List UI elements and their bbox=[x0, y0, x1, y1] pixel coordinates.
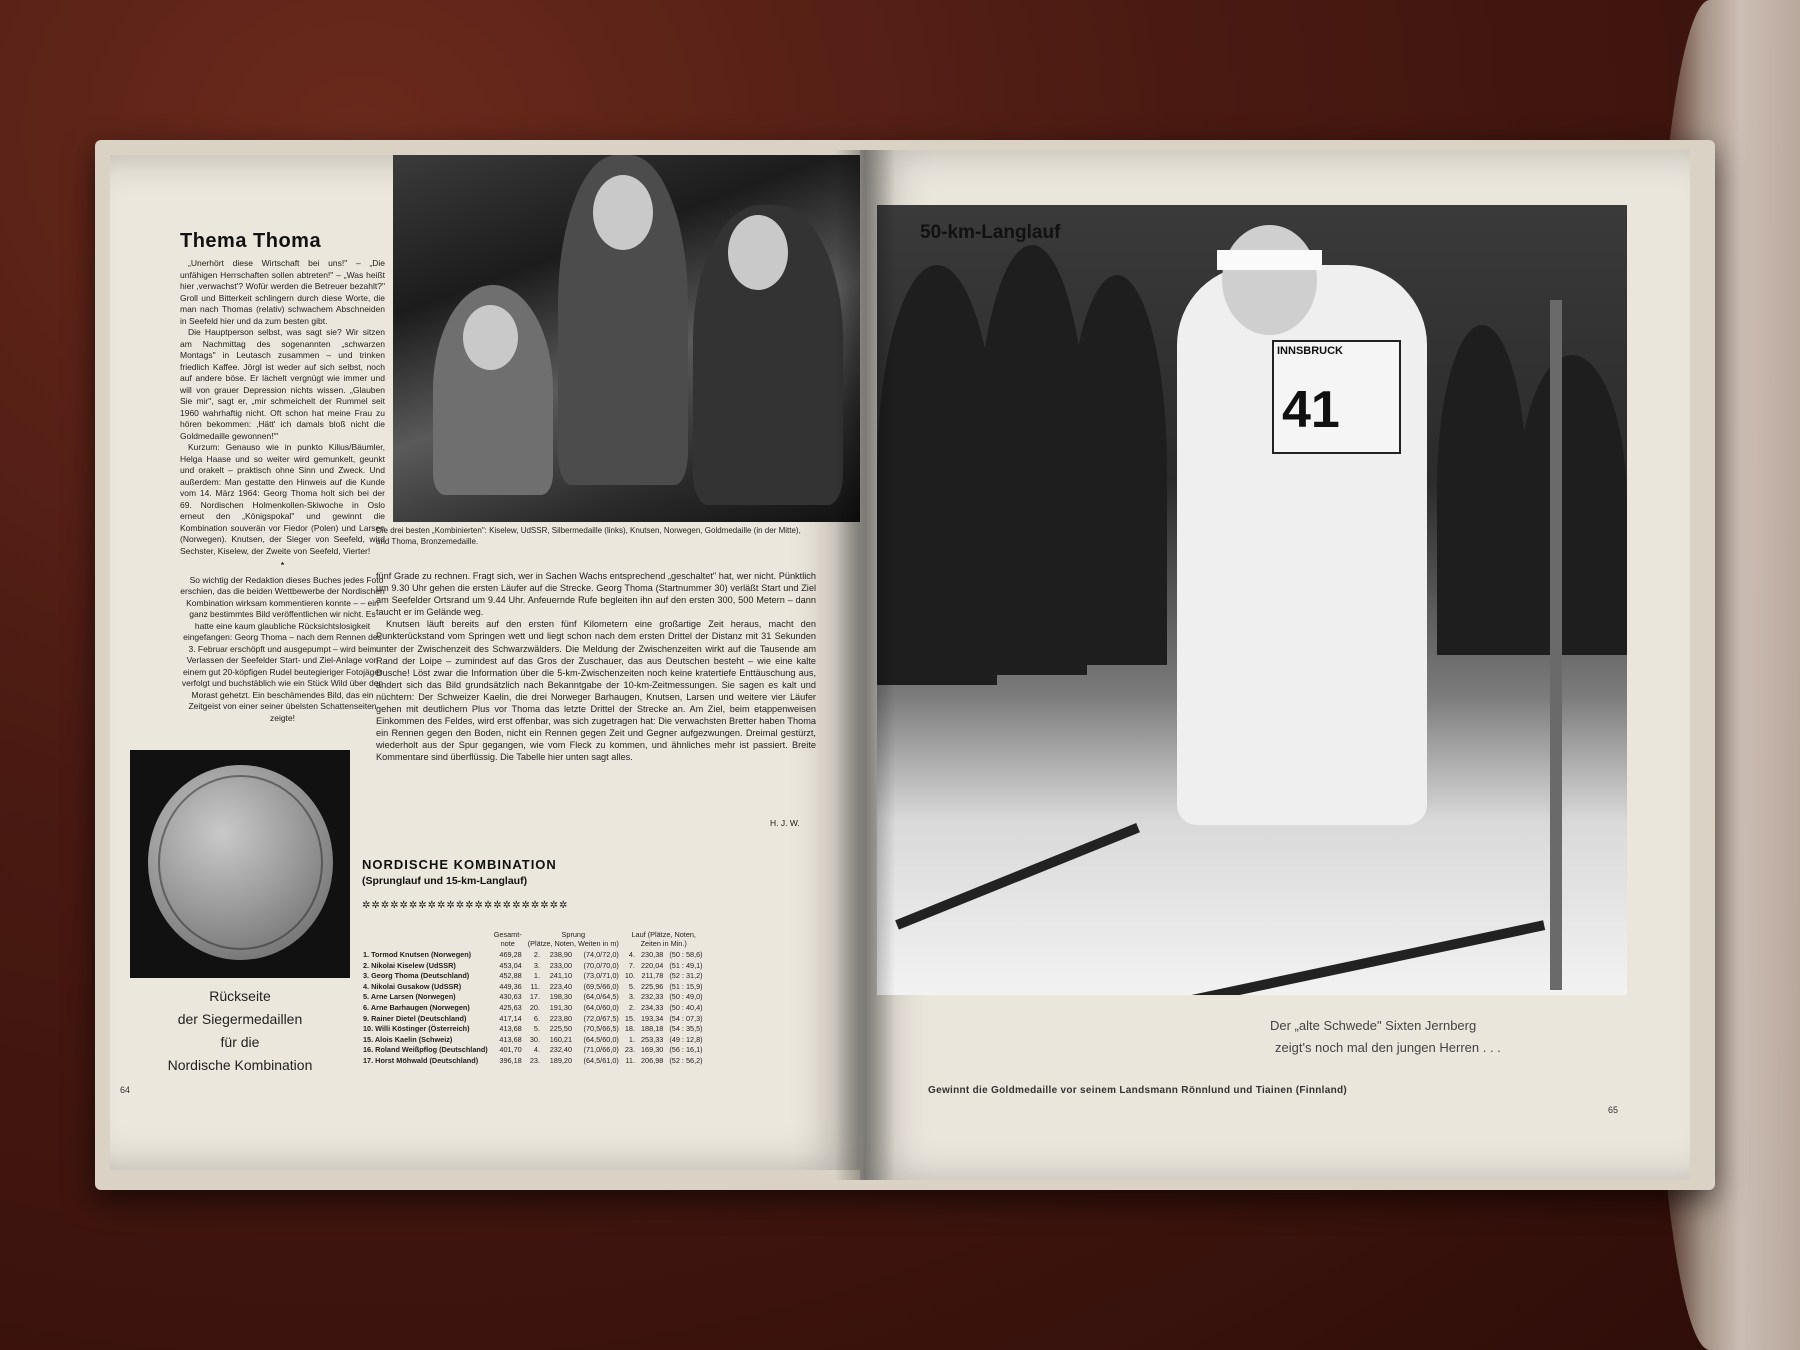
skier-photo bbox=[877, 205, 1627, 995]
paragraph: fünf Grade zu rechnen. Fragt sich, wer in Sachen Wachs entsprechend „geschaltet" hat, wer nicht. Pünktlich um 9.30 Uhr gehen die ersten Läufer auf die Strecke. Georg Thoma (Startnummer 30) verläßt Start und Ziel am Seefelder Ortsrand um 9.44 Uhr. Anfeuernde Rufe begleiten ihn auf den ersten 300, 500 Metern – dann taucht er im Gelände weg. bbox=[376, 571, 816, 618]
table-cell: 1. bbox=[533, 971, 540, 981]
table-row bbox=[360, 1024, 706, 1035]
table-cell: 452,88 bbox=[499, 971, 522, 981]
photo-caption-right bbox=[1270, 1015, 1501, 1059]
table-cell: 469,28 bbox=[499, 950, 522, 959]
table-cell: 225,50 bbox=[549, 1024, 573, 1034]
athlete-name-cell: 5. Arne Larsen (Norwegen) bbox=[363, 992, 456, 1002]
table-cell: (52 : 56,2) bbox=[669, 1055, 703, 1065]
table-cell: (70,0/70,0) bbox=[583, 960, 619, 970]
table-cell: (49 : 12,8) bbox=[669, 1034, 703, 1044]
table-cell: 413,68 bbox=[499, 1024, 522, 1034]
table-cell: 417,14 bbox=[499, 1013, 522, 1023]
athlete-name-cell: 16. Roland Weißpflog (Deutschland) bbox=[363, 1045, 488, 1055]
athlete-name-cell: 10. Willi Köstinger (Österreich) bbox=[363, 1024, 470, 1034]
table-cell: 191,30 bbox=[549, 1002, 573, 1012]
table-cell: 4. bbox=[533, 1045, 540, 1055]
table-cell: 10. bbox=[624, 971, 635, 981]
spectator bbox=[1517, 355, 1627, 655]
table-cell: (71,0/66,0) bbox=[583, 1045, 619, 1055]
table-row bbox=[360, 992, 706, 1003]
table-cell: 23. bbox=[529, 1055, 540, 1065]
skier-head bbox=[1222, 225, 1317, 335]
spectator bbox=[1437, 325, 1527, 655]
table-row bbox=[360, 1056, 706, 1067]
table-row bbox=[360, 1003, 706, 1014]
table-row bbox=[360, 1014, 706, 1025]
results-table-title: NORDISCHE KOMBINATION bbox=[362, 857, 557, 872]
table-cell: 453,04 bbox=[499, 960, 522, 970]
table-cell: 449,36 bbox=[499, 981, 522, 991]
medal-caption-line: der Siegermedaillen bbox=[177, 1011, 303, 1027]
table-cell: (50 : 58,6) bbox=[669, 950, 703, 959]
table-cell: 23. bbox=[624, 1045, 635, 1055]
athlete-name-cell: 9. Rainer Dietel (Deutschland) bbox=[363, 1013, 467, 1023]
medal-ring bbox=[158, 775, 323, 950]
table-cell: (72,0/67,5) bbox=[583, 1013, 619, 1023]
athlete-name-cell: 6. Arne Barhaugen (Norwegen) bbox=[363, 1002, 470, 1012]
table-row bbox=[360, 950, 706, 961]
spectator bbox=[1067, 275, 1167, 665]
table-cell: 401,70 bbox=[499, 1045, 522, 1055]
table-cell: 1. bbox=[628, 1034, 635, 1044]
medal-caption-line: Rückseite bbox=[209, 988, 271, 1004]
ski bbox=[895, 823, 1140, 930]
table-cell: 3. bbox=[628, 992, 635, 1002]
table-cell: (64,5/60,0) bbox=[583, 1034, 619, 1044]
table-cell: 232,40 bbox=[549, 1045, 573, 1055]
paragraph: Die Hauptperson selbst, was sagt sie? Wir sitzen am Nachmittag des sogenannten „schwarzen Montags" in Leutasch zusammen – und trinken friedlich Kaffee. Jörgl ist weder auf sich selbst, noch auf andere böse. Er lächelt vergnügt wie immer und will von grauer Depression nichts wissen. „Glauben Sie mir", sagt er, „mir schmeichelt der Rummel seit 1960 wahrhaftig nicht. Oft schon hat meine Frau zu hören bekommen: ‚Hätt' ich damals bloß nicht die Goldmedaille gewonnen!'" bbox=[180, 327, 385, 441]
header-jump: Sprung (Plätze, Noten, Weiten in m) bbox=[527, 930, 619, 948]
table-cell: 193,34 bbox=[641, 1013, 664, 1023]
page-number-left: 64 bbox=[120, 1085, 131, 1095]
table-cell: (52 : 31,2) bbox=[669, 971, 703, 981]
table-cell: (64,5/61,0) bbox=[583, 1055, 619, 1065]
medal-caption-line: für die bbox=[220, 1034, 260, 1050]
table-cell: 220,04 bbox=[641, 960, 664, 970]
table-cell: 206,98 bbox=[641, 1055, 664, 1065]
section-divider: * bbox=[280, 560, 285, 570]
medal-disc bbox=[148, 765, 333, 960]
page-number-right: 65 bbox=[1608, 1105, 1619, 1115]
photo-subcaption: Gewinnt die Goldmedaille vor seinem Landsmann Rönnlund und Tiainen (Finnland) bbox=[928, 1085, 1348, 1096]
ski bbox=[1191, 920, 1545, 995]
table-cell: (51 : 49,1) bbox=[669, 960, 703, 970]
results-table-body bbox=[360, 950, 706, 1067]
bib-text: INNSBRUCK bbox=[1277, 345, 1343, 357]
table-cell: 241,10 bbox=[549, 971, 573, 981]
caption-line: Der „alte Schwede" Sixten Jernberg bbox=[1270, 1018, 1477, 1033]
table-cell: (56 : 16,1) bbox=[669, 1045, 703, 1055]
table-cell: 20. bbox=[529, 1002, 540, 1012]
table-cell: 238,90 bbox=[549, 950, 573, 959]
table-cell: 230,38 bbox=[641, 950, 664, 959]
table-cell: 234,33 bbox=[641, 1002, 664, 1012]
table-cell: 7. bbox=[628, 960, 635, 970]
table-cell: 232,33 bbox=[641, 992, 664, 1002]
table-cell: (64,0/64,5) bbox=[583, 992, 619, 1002]
table-cell: 2. bbox=[533, 950, 540, 959]
results-table bbox=[360, 930, 706, 1067]
table-cell: (54 : 07,3) bbox=[669, 1013, 703, 1023]
table-cell: (69,5/66,0) bbox=[583, 981, 619, 991]
table-header-row bbox=[360, 930, 706, 950]
table-cell: 189,20 bbox=[549, 1055, 573, 1065]
header-run: Lauf (Plätze, Noten, Zeiten in Min.) bbox=[631, 930, 696, 948]
athlete-name-cell: 4. Nikolai Gusakow (UdSSR) bbox=[363, 981, 462, 991]
header-total: Gesamt- note bbox=[493, 930, 522, 948]
face bbox=[728, 215, 788, 290]
table-cell: 5. bbox=[628, 981, 635, 991]
table-cell: (64,0/60,0) bbox=[583, 1002, 619, 1012]
table-row bbox=[360, 961, 706, 972]
photo-title: 50-km-Langlauf bbox=[920, 222, 1061, 243]
table-cell: 223,80 bbox=[549, 1013, 573, 1023]
article-title: Thema Thoma bbox=[180, 230, 322, 252]
caption-line: zeigt's noch mal den jungen Herren . . . bbox=[1275, 1040, 1501, 1055]
author-signature: H. J. W. bbox=[770, 818, 800, 828]
table-cell: 5. bbox=[533, 1024, 540, 1034]
table-cell: 11. bbox=[625, 1055, 635, 1065]
table-cell: 223,40 bbox=[549, 981, 573, 991]
table-cell: 169,30 bbox=[641, 1045, 664, 1055]
table-cell: (51 : 15,9) bbox=[669, 981, 703, 991]
paragraph: So wichtig der Redaktion dieses Buches jedes Foto erschien, das die beiden Wettbewerbe der Nordischen Kombination wirksam kommentieren konnte – – ein ganz bestimmtes Bild veröffentlichen wir nicht. Es hatte eine kaum glaubliche Rücksichtslosigkeit eingefangen: Georg Thoma – nach dem Rennen des 3. Februar erschöpft und ausgepumpt – wird beim Verlassen der Seefelder Start- und Ziel-Anlage von einem gut 20-köpfigen Rudel beutegieriger Fotojäger verfolgt und buchstäblich wie ein Stück Wild über den Morast gehetzt. Ein beschämendes Bild, das ein Zeitgeist von einer seiner übelsten Schattenseiten zeigte! bbox=[180, 574, 385, 723]
table-row bbox=[360, 1045, 706, 1056]
table-cell: 188,18 bbox=[641, 1024, 664, 1034]
table-cell: 430,63 bbox=[499, 992, 522, 1002]
star-divider: ✲✲✲✲✲✲✲✲✲✲✲✲✲✲✲✲✲✲✲✲✲✲ bbox=[362, 900, 569, 911]
table-cell: 2. bbox=[628, 1002, 635, 1012]
table-cell: (73,0/71,0) bbox=[583, 971, 619, 981]
table-cell: 15. bbox=[624, 1013, 635, 1023]
athlete-name-cell: 1. Tormod Knutsen (Norwegen) bbox=[363, 950, 472, 959]
face bbox=[463, 305, 518, 370]
paragraph: „Unerhört diese Wirtschaft bei uns!" – „Die unfähigen Herrschaften sollen abtreten!" – „Was heißt hier ‚verwachst'? Wofür werden die Betreuer bezahlt?" Groll und Bitterkeit schlingern durch diese Worte, die man nach Thomas (relativ) schwachem Abschneiden in Seefeld hier und da zum besten gibt. bbox=[180, 258, 385, 326]
table-cell: 11. bbox=[530, 981, 540, 991]
paragraph: Kurzum: Genauso wie in punkto Kilius/Bäumler, Helga Haase und so weiter wird gemunkelt, geunkt und orakelt – praktisch ohne Sinn und Zweck. Und außerdem: Man gestatte den Hinweis auf die Kunde vom 14. März 1964: Georg Thoma holt sich bei der 69. Nordischen Holmenkollen-Skiwoche in Oslo erneut den „Königspokal" und gewinnt die Kombination souverän vor Fiedor (Polen) und Larsen (Norwegen). Knutsen, der Sieger von Seefeld, wird Sechster, Kiselew, der Zweite von Seefeld, Vierter! bbox=[180, 442, 385, 556]
face bbox=[593, 175, 653, 250]
table-row bbox=[360, 1035, 706, 1046]
results-table-subtitle: (Sprunglauf und 15-km-Langlauf) bbox=[362, 875, 528, 887]
table-cell: 211,78 bbox=[641, 971, 664, 981]
table-cell: 233,00 bbox=[549, 960, 573, 970]
table-cell: 198,30 bbox=[549, 992, 573, 1002]
table-row bbox=[360, 971, 706, 982]
table-cell: (70,5/66,5) bbox=[583, 1024, 619, 1034]
table-cell: 225,96 bbox=[641, 981, 664, 991]
table-cell: 18. bbox=[624, 1024, 635, 1034]
table-cell: (74,0/72,0) bbox=[583, 950, 619, 959]
table-cell: 6. bbox=[533, 1013, 540, 1023]
book-gutter bbox=[835, 150, 895, 1180]
athlete-name-cell: 17. Horst Möhwald (Deutschland) bbox=[363, 1055, 479, 1065]
bib-number: 41 bbox=[1282, 381, 1340, 439]
table-cell: 17. bbox=[529, 992, 540, 1002]
table-cell: (50 : 40,4) bbox=[669, 1002, 703, 1012]
table-cell: 30. bbox=[529, 1034, 540, 1044]
table-row bbox=[360, 982, 706, 993]
athlete-name-cell: 3. Georg Thoma (Deutschland) bbox=[363, 971, 470, 981]
table-cell: (50 : 49,0) bbox=[669, 992, 703, 1002]
table-cell: 396,18 bbox=[499, 1055, 522, 1065]
table-cell: 413,68 bbox=[499, 1034, 522, 1044]
table-cell: 160,21 bbox=[549, 1034, 573, 1044]
athlete-name-cell: 15. Alois Kaelin (Schweiz) bbox=[363, 1034, 453, 1044]
medal-photo bbox=[130, 750, 350, 978]
headband bbox=[1217, 250, 1322, 270]
table-cell: 3. bbox=[533, 960, 540, 970]
athlete-name-cell: 2. Nikolai Kiselew (UdSSR) bbox=[363, 960, 456, 970]
table-cell: (54 : 35,5) bbox=[669, 1024, 703, 1034]
column-2-text bbox=[376, 570, 816, 764]
table-cell: 253,33 bbox=[641, 1034, 664, 1044]
column-1-text bbox=[180, 258, 385, 724]
photo-caption: Die drei besten „Kombinierten": Kiselew, UdSSR, Silbermedaille (links), Knutsen, Norwegen, Goldmedaille (in der Mitte), und Thoma, Bronzemedaille. bbox=[376, 526, 801, 546]
medal-caption bbox=[130, 985, 350, 1077]
paragraph: Knutsen läuft bereits auf den ersten fünf Kilometern eine großartige Zeit heraus, macht den Punkterückstand vom Springen wett und liegt schon nach dem ersten Drittel der Distanz mit 31 Sekunden unter der Zwischenzeit des Schwarzwälders. Die Meldung der Zwischenzeiten wirkt auf die Tausende am Rand der Loipe – zumindest auf das Gros der Zuschauer, das aus Deutschen besteht – wie eine kalte Dusche! Löst zwar die Information über die 5-km-Zwischenzeiten noch keine kratertiefe Enttäuschung aus, ändert sich das Bild grundsätzlich nach Bekanntgabe der 10-km-Zeitmessungen. Sie sagen es kalt und nüchtern: Der Schweizer Kaelin, die drei Norweger Barhaugen, Knutsen, Larsen und weitere vier Läufer gehen mit deutlichem Plus vor Thoma das letzte Drittel der Strecke an. Am Ziel, beim etappenweisen Einkommen des Feldes, wird erst offenbar, was sich zugetragen hat: Die verwachsten Bretter haben Thoma ein Rennen gegen den Boden, nicht ein Rennen gegen Zeit und Gegner aufgezwungen. Dreimal gestürzt, wiederholt aus der Spur gegangen, wie vom Fleck zu kommen, und ähnliches mehr ist passiert. Breite Kommentare sind überflüssig. Die Tabelle hier unten sagt alles. bbox=[376, 619, 816, 763]
medalists-photo bbox=[393, 155, 860, 522]
header-name bbox=[360, 930, 491, 950]
medal-caption-line: Nordische Kombination bbox=[167, 1057, 313, 1073]
slalom-pole bbox=[1550, 300, 1562, 990]
table-cell: 4. bbox=[628, 950, 635, 959]
table-cell: 425,63 bbox=[499, 1002, 522, 1012]
